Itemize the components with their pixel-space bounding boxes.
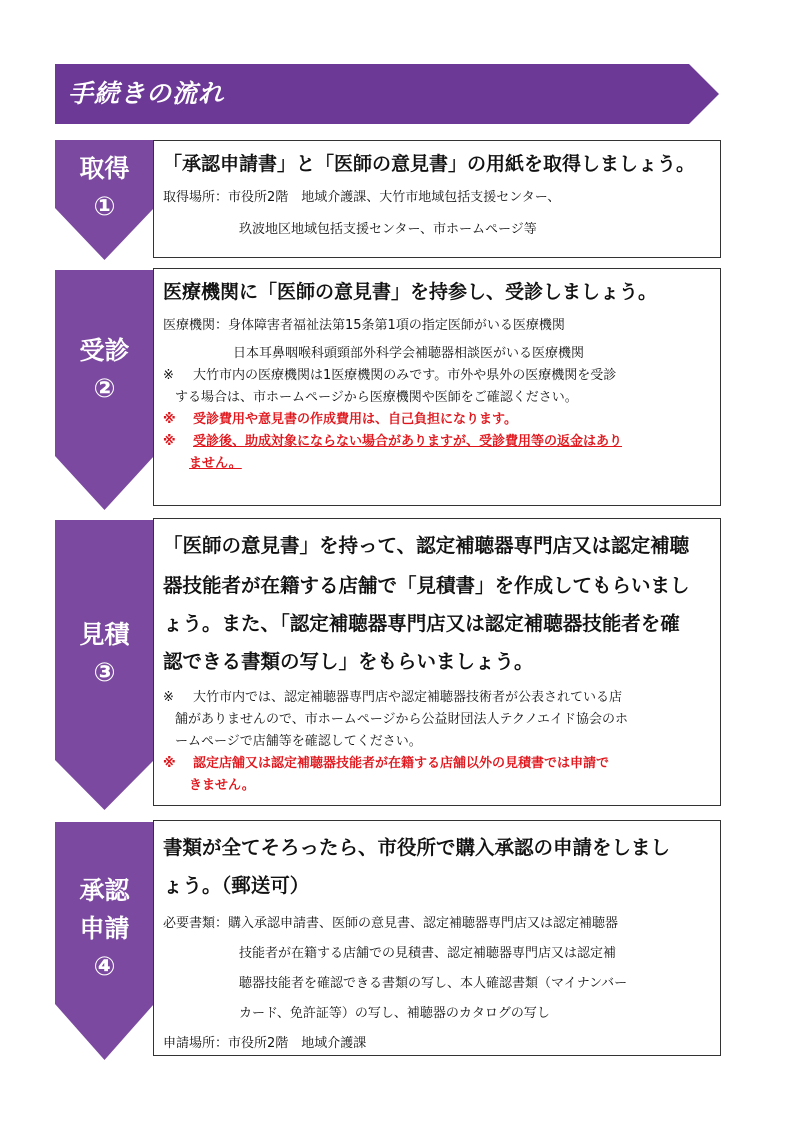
step-3-box <box>153 518 721 806</box>
step-4-label-1: 承認 <box>79 876 130 905</box>
step-1-box <box>153 140 721 258</box>
step-3-note-1-cont-2: ームページで店舗等を確認してください。 <box>175 734 422 749</box>
step-1-place-line1: 市役所2階 地域介護課、大竹市地域包括支援センター、 <box>228 190 561 205</box>
step-1-heading: 「承認申請書」と「医師の意見書」の用紙を取得しましょう。 <box>163 153 696 175</box>
step-1-place-row <box>163 187 712 209</box>
step-3-note-1-cont-1: 舗がありませんので、市ホームページから公益財団法人テクノエイド協会のホ <box>175 712 629 727</box>
step-2-note-1-cont: する場合は、市ホームページから医療機関や医師をご確認ください。 <box>175 390 578 405</box>
step-2-note-3: ※ 受診後、助成対象にならない場合がありますが、受診費用等の返金はあり <box>163 434 623 449</box>
step-4-label-2: 申請 <box>79 914 130 943</box>
step-2-heading: 医療機関に「医師の意見書」を持参し、受診しましょう。 <box>163 281 658 303</box>
step-1-place-label: 取得場所： <box>163 190 229 205</box>
step-3-number: ③ <box>93 658 116 688</box>
step-4-heading-1: 書類が全てそろったら、市役所で購入承認の申請をしまし <box>163 836 671 859</box>
step-3-note-2-cont: きません。 <box>189 778 255 793</box>
step-4-place-label: 申請場所： <box>163 1036 229 1051</box>
step-4-box <box>153 820 721 1056</box>
page-title: 手続きの流れ <box>68 79 225 108</box>
step-1-number: ① <box>93 192 116 222</box>
step-1-label: 取得 <box>79 154 130 183</box>
step-2-note-2: ※ 受診費用や意見書の作成費用は、自己負担になります。 <box>163 412 517 427</box>
step-2-number: ② <box>93 374 116 404</box>
step-2-note-1: ※ 大竹市内の医療機関は1医療機関のみです。市外や県外の医療機関を受診 <box>163 368 617 383</box>
step-4-docs-label: 必要書類： <box>163 916 229 931</box>
step-2-label: 受診 <box>79 336 130 365</box>
step-4-docs-line2: 技能者が在籍する店舗での見積書、認定補聴器専門店又は認定補 <box>239 946 617 961</box>
step-3-label: 見積 <box>79 620 130 649</box>
step-2-chevron <box>55 270 154 510</box>
step-4-docs-line4: カード、免許証等）の写し、補聴器のカタログの写し <box>239 1006 550 1021</box>
step-4-docs-line3: 聴器技能者を確認できる書類の写し、本人確認書類（マイナンバー <box>239 976 628 991</box>
step-4-number: ④ <box>93 952 116 982</box>
step-2-box <box>153 268 721 506</box>
step-3-heading-2: 器技能者が在籍する店舗で「見積書」を作成してもらいまし <box>163 574 690 597</box>
step-1-place-line2: 玖波地区地域包括支援センター、市ホームページ等 <box>239 222 537 237</box>
step-4-place-row: 申請場所：市役所2階 地域介護課 <box>163 1036 367 1051</box>
step-3-chevron <box>55 520 154 810</box>
step-4-heading-2: ょう。（郵送可） <box>163 874 310 897</box>
step-3-note-1: ※ 大竹市内では、認定補聴器専門店や認定補聴器技術者が公表されている店 <box>163 690 623 705</box>
step-3-note-2: ※ 認定店舗又は認定補聴器技能者が在籍する店舗以外の見積書では申請で <box>163 756 610 771</box>
step-2-note-3-cont: ません。 <box>189 456 242 471</box>
step-4-docs-row: 必要書類：購入承認申請書、医師の意見書、認定補聴器専門店又は認定補聴器 <box>163 916 619 931</box>
step-4-chevron <box>55 822 154 1060</box>
step-1-chevron <box>55 140 154 260</box>
step-2-inst-line2: 日本耳鼻咽喉科頭頸部外科学会補聴器相談医がいる医療機関 <box>233 346 585 361</box>
step-3-heading-4: 認できる書類の写し」をもらいましょう。 <box>163 650 534 673</box>
step-3-heading-1: 「医師の意見書」を持って、認定補聴器専門店又は認定補聴 <box>163 534 690 557</box>
step-2-inst-label: 医療機関： <box>163 318 229 333</box>
step-2-inst-row <box>163 315 712 337</box>
step-2-inst-line1: 身体障害者福祉法第15条第1項の指定医師がいる医療機関 <box>228 318 565 333</box>
step-3-heading-3: ょう。また、「認定補聴器専門店又は認定補聴器技能者を確 <box>163 612 680 635</box>
